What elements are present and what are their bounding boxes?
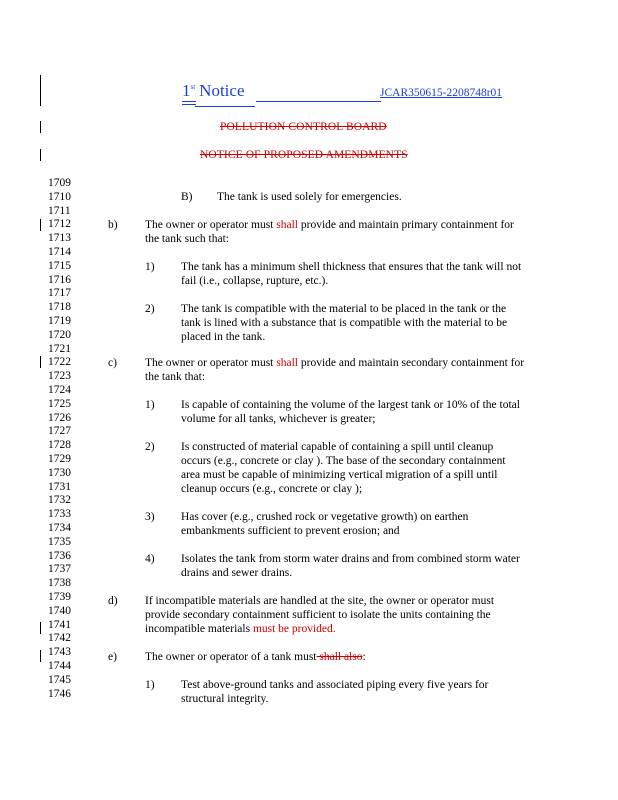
- item-text: The tank is compatible with the material to be placed in the tank or the: [181, 303, 507, 315]
- item-text: The tank has a minimum shell thickness that ensures that the tank will not: [181, 261, 522, 273]
- line-number: 1731: [48, 480, 71, 493]
- revision-bar: [40, 356, 41, 368]
- line-number: 1744: [48, 660, 71, 672]
- item-label: 3): [145, 511, 155, 523]
- line-number: 1713: [48, 232, 71, 245]
- line-number: 1726: [48, 411, 71, 424]
- line-number: 1745: [48, 673, 71, 686]
- line-number: 1725: [48, 397, 71, 410]
- line-number: 1734: [48, 522, 71, 534]
- section-text: The owner or operator must shall provide and maintain secondary containment for: [145, 357, 525, 369]
- line-number: 1743: [48, 646, 71, 659]
- item-text: structural integrity.: [181, 693, 269, 705]
- line-number: 1716: [48, 273, 71, 286]
- item-label: 1): [145, 399, 155, 411]
- item-text: area must be capable of minimizing vertical migration of a spill until: [181, 469, 498, 481]
- line-number: 1741: [48, 618, 71, 631]
- line-number: 1729: [48, 453, 71, 465]
- item-text: tank is lined with a substance that is compatible with the material to be: [181, 317, 508, 329]
- item-text: placed in the tank.: [181, 331, 266, 343]
- line-number: 1720: [48, 328, 71, 341]
- section-label: e): [108, 651, 117, 663]
- line-number: 1739: [48, 591, 71, 603]
- section-text: the tank that:: [145, 371, 206, 383]
- line-number: 1730: [48, 466, 71, 479]
- notice-underline: [195, 106, 255, 107]
- line-number: 1723: [48, 370, 71, 383]
- section-text: incompatible materials must be provided.: [145, 623, 336, 635]
- item-text: drains and sewer drains.: [181, 567, 293, 579]
- line-number: 1738: [48, 577, 71, 590]
- line-number: 1719: [48, 315, 71, 327]
- revision-bar: [40, 650, 41, 662]
- notice-underline: [256, 101, 381, 102]
- line-number: 1715: [48, 259, 71, 272]
- section-text: provide secondary containment sufficient to isolate the units containing the: [145, 609, 491, 621]
- item-label: 2): [145, 441, 155, 453]
- revision-bar: [40, 622, 41, 634]
- jcar-code: JCAR350615-2208748r01: [380, 87, 503, 99]
- item-label: 2): [145, 303, 155, 315]
- item-text: The tank is used solely for emergencies.: [217, 191, 402, 203]
- line-number: 1742: [48, 632, 71, 645]
- line-number: 1736: [48, 549, 71, 562]
- line-number: 1721: [48, 342, 71, 355]
- notice-title: NOTICE OF PROPOSED AMENDMENTS: [200, 149, 408, 161]
- revision-bar: [40, 219, 41, 231]
- revision-bar: [40, 121, 41, 133]
- notice-underline: [182, 104, 196, 105]
- section-text: If incompatible materials are handled at the site, the owner or operator must: [145, 595, 495, 607]
- item-text: cleanup occurs (e.g., concrete or clay );: [181, 483, 363, 495]
- section-label: c): [108, 357, 117, 369]
- item-text: Is constructed of material capable of containing a spill until cleanup: [181, 441, 494, 453]
- line-number: 1724: [48, 384, 71, 396]
- line-number: 1740: [48, 604, 71, 617]
- line-number: 1710: [48, 190, 71, 203]
- revision-bar: [40, 75, 41, 106]
- line-number: 1722: [48, 356, 71, 369]
- line-number: 1717: [48, 287, 71, 300]
- section-text: The owner or operator must shall provide and maintain primary containment for: [145, 219, 514, 231]
- line-number: 1709: [48, 177, 71, 189]
- line-number: 1733: [48, 508, 71, 521]
- item-label: B): [181, 191, 193, 203]
- line-number: 1727: [48, 425, 71, 438]
- item-label: 1): [145, 261, 155, 273]
- revision-bar: [40, 149, 41, 161]
- item-text: Has cover (e.g., crushed rock or vegetative growth) on earthen: [181, 511, 469, 523]
- line-number: 1712: [48, 218, 71, 231]
- section-text: The owner or operator of a tank must shall also:: [145, 651, 366, 663]
- board-title: POLLUTION CONTROL BOARD: [220, 121, 387, 133]
- line-number: 1711: [48, 204, 71, 217]
- line-number: 1737: [48, 563, 71, 576]
- notice-underline: [182, 101, 196, 102]
- section-text: the tank such that:: [145, 233, 229, 245]
- item-text: occurs (e.g., concrete or clay ). The base of the secondary containment: [181, 455, 506, 467]
- item-label: 1): [145, 679, 155, 691]
- notice-heading: 1st Notice: [182, 81, 245, 100]
- section-label: d): [108, 595, 118, 607]
- item-text: Isolates the tank from storm water drains and from combined storm water: [181, 553, 520, 565]
- section-label: b): [108, 219, 118, 231]
- line-number: 1746: [48, 687, 71, 700]
- item-text: embankments sufficient to prevent erosion; and: [181, 525, 400, 537]
- line-number: 1728: [48, 439, 71, 452]
- item-text: Test above-ground tanks and associated piping every five years for: [181, 679, 489, 691]
- line-number: 1714: [48, 246, 71, 258]
- item-text: fail (i.e., collapse, rupture, etc.).: [181, 275, 329, 287]
- item-text: Is capable of containing the volume of the largest tank or 10% of the total: [181, 399, 520, 411]
- line-number: 1718: [48, 301, 71, 314]
- item-label: 4): [145, 553, 155, 565]
- item-text: volume for all tanks, whichever is greater;: [181, 413, 376, 425]
- line-number: 1735: [48, 535, 71, 548]
- line-number: 1732: [48, 494, 71, 507]
